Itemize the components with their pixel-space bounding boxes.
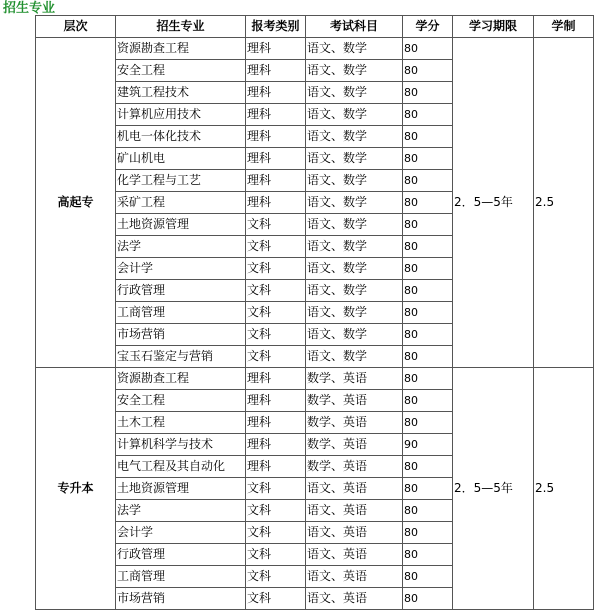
header-major: 招生专业 [116,16,246,38]
major-cell: 土地资源管理 [116,214,246,236]
category-cell: 文科 [246,566,306,588]
category-cell: 理科 [246,38,306,60]
credits-cell: 90 [403,434,453,456]
category-cell: 理科 [246,434,306,456]
major-cell: 土木工程 [116,412,246,434]
credits-cell: 80 [403,82,453,104]
credits-cell: 80 [403,478,453,500]
credits-cell: 80 [403,104,453,126]
major-cell: 电气工程及其自动化 [116,456,246,478]
major-cell: 市场营销 [116,588,246,610]
credits-cell: 80 [403,500,453,522]
level-cell: 专升本 [36,368,116,610]
header-credits: 学分 [403,16,453,38]
table-row [36,368,594,390]
subjects-cell: 语文、英语 [306,544,403,566]
subjects-cell: 数学、英语 [306,412,403,434]
duration-cell: 2．5—5年 [453,368,534,610]
major-cell: 采矿工程 [116,192,246,214]
major-cell: 机电一体化技术 [116,126,246,148]
subjects-cell: 语文、数学 [306,302,403,324]
table-body [36,38,594,610]
major-cell: 法学 [116,236,246,258]
header-row [36,16,594,38]
category-cell: 文科 [246,302,306,324]
major-cell: 会计学 [116,258,246,280]
category-cell: 文科 [246,500,306,522]
header-category: 报考类别 [246,16,306,38]
credits-cell: 80 [403,390,453,412]
section-title: 招生专业 [3,1,56,16]
subjects-cell: 语文、数学 [306,60,403,82]
credits-cell: 80 [403,38,453,60]
major-cell: 矿山机电 [116,148,246,170]
subjects-cell: 语文、数学 [306,324,403,346]
credits-cell: 80 [403,302,453,324]
subjects-cell: 语文、数学 [306,192,403,214]
credits-cell: 80 [403,324,453,346]
subjects-cell: 语文、英语 [306,500,403,522]
credits-cell: 80 [403,566,453,588]
category-cell: 理科 [246,104,306,126]
subjects-cell: 语文、英语 [306,566,403,588]
major-cell: 会计学 [116,522,246,544]
credits-cell: 80 [403,522,453,544]
category-cell: 文科 [246,544,306,566]
category-cell: 理科 [246,60,306,82]
credits-cell: 80 [403,258,453,280]
subjects-cell: 语文、数学 [306,170,403,192]
header-system: 学制 [534,16,594,38]
category-cell: 理科 [246,456,306,478]
table-row [36,38,594,60]
credits-cell: 80 [403,368,453,390]
credits-cell: 80 [403,346,453,368]
category-cell: 文科 [246,522,306,544]
subjects-cell: 语文、数学 [306,38,403,60]
category-cell: 理科 [246,82,306,104]
header-level: 层次 [36,16,116,38]
major-cell: 行政管理 [116,544,246,566]
major-cell: 土地资源管理 [116,478,246,500]
category-cell: 文科 [246,258,306,280]
header-subjects: 考试科目 [306,16,403,38]
major-cell: 计算机应用技术 [116,104,246,126]
subjects-cell: 语文、英语 [306,588,403,610]
category-cell: 理科 [246,368,306,390]
credits-cell: 80 [403,588,453,610]
major-cell: 工商管理 [116,566,246,588]
subjects-cell: 语文、英语 [306,478,403,500]
credits-cell: 80 [403,236,453,258]
category-cell: 文科 [246,324,306,346]
credits-cell: 80 [403,412,453,434]
credits-cell: 80 [403,148,453,170]
credits-cell: 80 [403,456,453,478]
major-cell: 宝玉石鉴定与营销 [116,346,246,368]
category-cell: 文科 [246,588,306,610]
category-cell: 理科 [246,412,306,434]
subjects-cell: 数学、英语 [306,368,403,390]
category-cell: 文科 [246,214,306,236]
major-cell: 资源勘查工程 [116,38,246,60]
major-cell: 安全工程 [116,390,246,412]
header-duration: 学习期限 [453,16,534,38]
credits-cell: 80 [403,170,453,192]
credits-cell: 80 [403,214,453,236]
credits-cell: 80 [403,126,453,148]
credits-cell: 80 [403,280,453,302]
major-cell: 安全工程 [116,60,246,82]
majors-table [35,15,594,610]
major-cell: 化学工程与工艺 [116,170,246,192]
credits-cell: 80 [403,544,453,566]
level-cell: 高起专 [36,38,116,368]
category-cell: 文科 [246,236,306,258]
credits-cell: 80 [403,192,453,214]
subjects-cell: 语文、数学 [306,280,403,302]
major-cell: 行政管理 [116,280,246,302]
credits-cell: 80 [403,60,453,82]
major-cell: 工商管理 [116,302,246,324]
category-cell: 理科 [246,390,306,412]
subjects-cell: 数学、英语 [306,434,403,456]
system-cell: 2.5 [534,38,594,368]
category-cell: 文科 [246,280,306,302]
category-cell: 文科 [246,346,306,368]
category-cell: 理科 [246,170,306,192]
major-cell: 法学 [116,500,246,522]
subjects-cell: 语文、数学 [306,148,403,170]
major-cell: 建筑工程技术 [116,82,246,104]
category-cell: 理科 [246,148,306,170]
subjects-cell: 数学、英语 [306,390,403,412]
major-cell: 市场营销 [116,324,246,346]
system-cell: 2.5 [534,368,594,610]
category-cell: 理科 [246,192,306,214]
subjects-cell: 语文、数学 [306,258,403,280]
major-cell: 资源勘查工程 [116,368,246,390]
subjects-cell: 语文、数学 [306,104,403,126]
subjects-cell: 语文、数学 [306,82,403,104]
duration-cell: 2．5—5年 [453,38,534,368]
subjects-cell: 语文、数学 [306,126,403,148]
subjects-cell: 语文、英语 [306,522,403,544]
category-cell: 文科 [246,478,306,500]
subjects-cell: 语文、数学 [306,236,403,258]
subjects-cell: 语文、数学 [306,214,403,236]
major-cell: 计算机科学与技术 [116,434,246,456]
subjects-cell: 语文、数学 [306,346,403,368]
subjects-cell: 数学、英语 [306,456,403,478]
category-cell: 理科 [246,126,306,148]
